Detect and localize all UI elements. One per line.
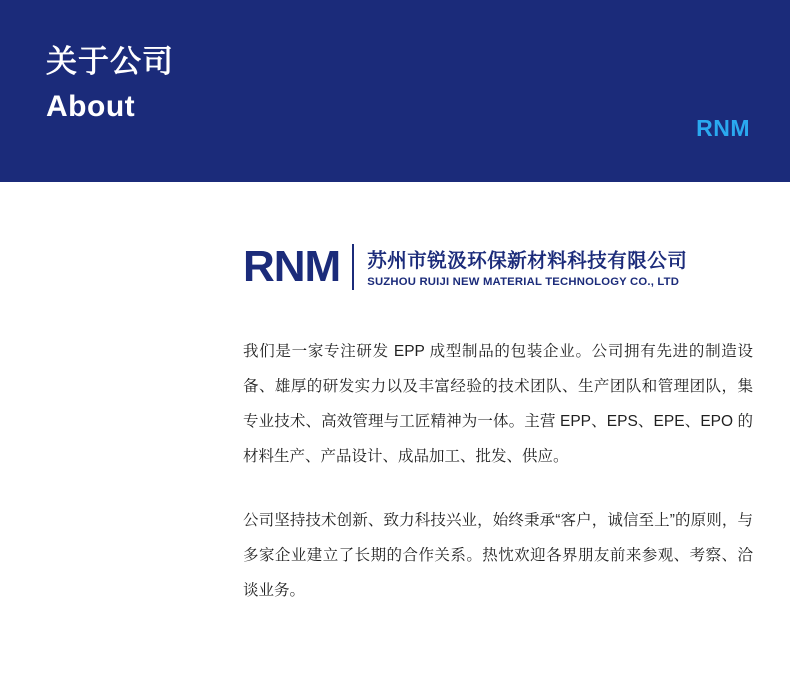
company-name-en: SUZHOU RUIJI NEW MATERIAL TECHNOLOGY CO., LTD bbox=[367, 276, 680, 288]
banner-brand-label: RNM bbox=[696, 115, 750, 141]
logo-wordmark-icon: RNM bbox=[243, 242, 341, 291]
page-title-en: About bbox=[46, 90, 136, 123]
logo-company-names bbox=[352, 244, 687, 290]
company-name-cn: 苏州市锐汲环保新材料科技有限公司 bbox=[367, 250, 688, 272]
company-logo bbox=[243, 244, 687, 290]
page-header-banner bbox=[0, 0, 790, 182]
about-paragraph-2: 公司坚持技术创新、致力科技兴业，始终秉承“客户，诚信至上”的原则，与多家企业建立了长期的合作关系。热忱欢迎各界朋友前来参观、考察、洽谈业务。 bbox=[243, 512, 753, 599]
page-title-cn: 关于公司 bbox=[46, 44, 174, 79]
about-body bbox=[243, 334, 753, 608]
about-paragraph-1: 我们是一家专注研发 EPP 成型制品的包装企业。公司拥有先进的制造设备、雄厚的研发实力以及丰富经验的技术团队、生产团队和管理团队，集专业技术、高效管理与工匠精神为一体。主营 EPP、EPS、EPE、EPO 的材料生产、产品设计、成品加工、批发、供应。 bbox=[243, 343, 753, 465]
banner-title-group bbox=[46, 40, 174, 128]
